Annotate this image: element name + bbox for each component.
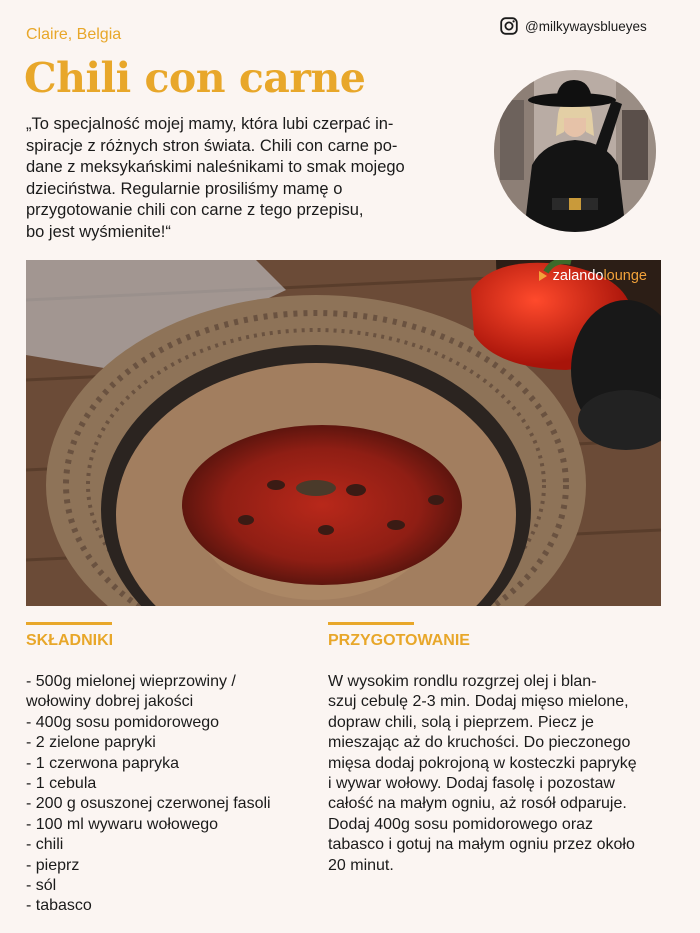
author-quote: „To specjalność mojej mamy, która lubi czerpać in- spiracje z różnych stron świata. Chili con carne po- dane z meksykańskimi naleśnikami to smak mojego dzieciństwa. Regularnie prosiliśmy mamę o przygotowanie chili con carne z tego przepisu, bo jest wyśmienite!“ — [26, 115, 405, 241]
ingredient-item: - 1 cebula — [26, 775, 97, 793]
ingredients-list — [26, 672, 271, 917]
ingredient-item: - pieprz — [26, 856, 80, 874]
ingredients-heading: SKŁADNIKI — [26, 632, 114, 649]
ingredients-rule — [26, 622, 112, 625]
ingredient-item: - 2 zielone papryki — [26, 734, 156, 752]
instagram-handle-text: @milkywaysblueyes — [525, 18, 647, 34]
ingredient-item: - tabasco — [26, 897, 92, 915]
author-location: Claire, Belgia — [26, 26, 122, 43]
instagram-icon — [500, 17, 518, 35]
preparation-rule — [328, 622, 414, 625]
ingredient-item: - 400g sosu pomidorowego — [26, 713, 220, 731]
zalando-lounge-wordmark: zalandolounge — [552, 268, 647, 284]
ingredient-item: - chili — [26, 836, 64, 854]
author-portrait-image — [494, 70, 656, 232]
chili-photo — [26, 260, 661, 606]
preparation-heading: PRZYGOTOWANIE — [328, 632, 470, 649]
preparation-text: W wysokim rondlu rozgrzej olej i blan- szuj cebulę 2-3 min. Dodaj mięso mielone, dopraw chili, solą i pieprzem. Piecz je mieszając aż do kruchości. Do pieczonego mięsa dodaj pokrojoną w kosteczki paprykę i wywar wołowy. Dodaj fasolę i pozostaw całość na małym ogniu, aż rosół odparuje. Dodaj 400g sosu pomidorowego oraz tabasco i gotuj na małym ogniu przez około 20 minut. — [328, 673, 637, 874]
zalando-logo-icon — [537, 270, 549, 282]
ingredient-item: wołowiny dobrej jakości — [26, 693, 194, 711]
ingredient-item: - 100 ml wywaru wołowego — [26, 815, 219, 833]
chili-dish-image — [26, 260, 661, 606]
ingredient-item: - sól — [26, 877, 57, 895]
instagram-handle[interactable] — [500, 17, 647, 35]
ingredient-item: - 1 czerwona papryka — [26, 754, 179, 772]
zalando-lounge-logo — [537, 268, 647, 284]
author-avatar — [494, 70, 656, 232]
ingredient-item: - 500g mielonej wieprzowiny / — [26, 673, 236, 690]
recipe-title: Chili con carne — [24, 54, 366, 102]
ingredient-item: - 200 g osuszonej czerwonej fasoli — [26, 795, 271, 813]
